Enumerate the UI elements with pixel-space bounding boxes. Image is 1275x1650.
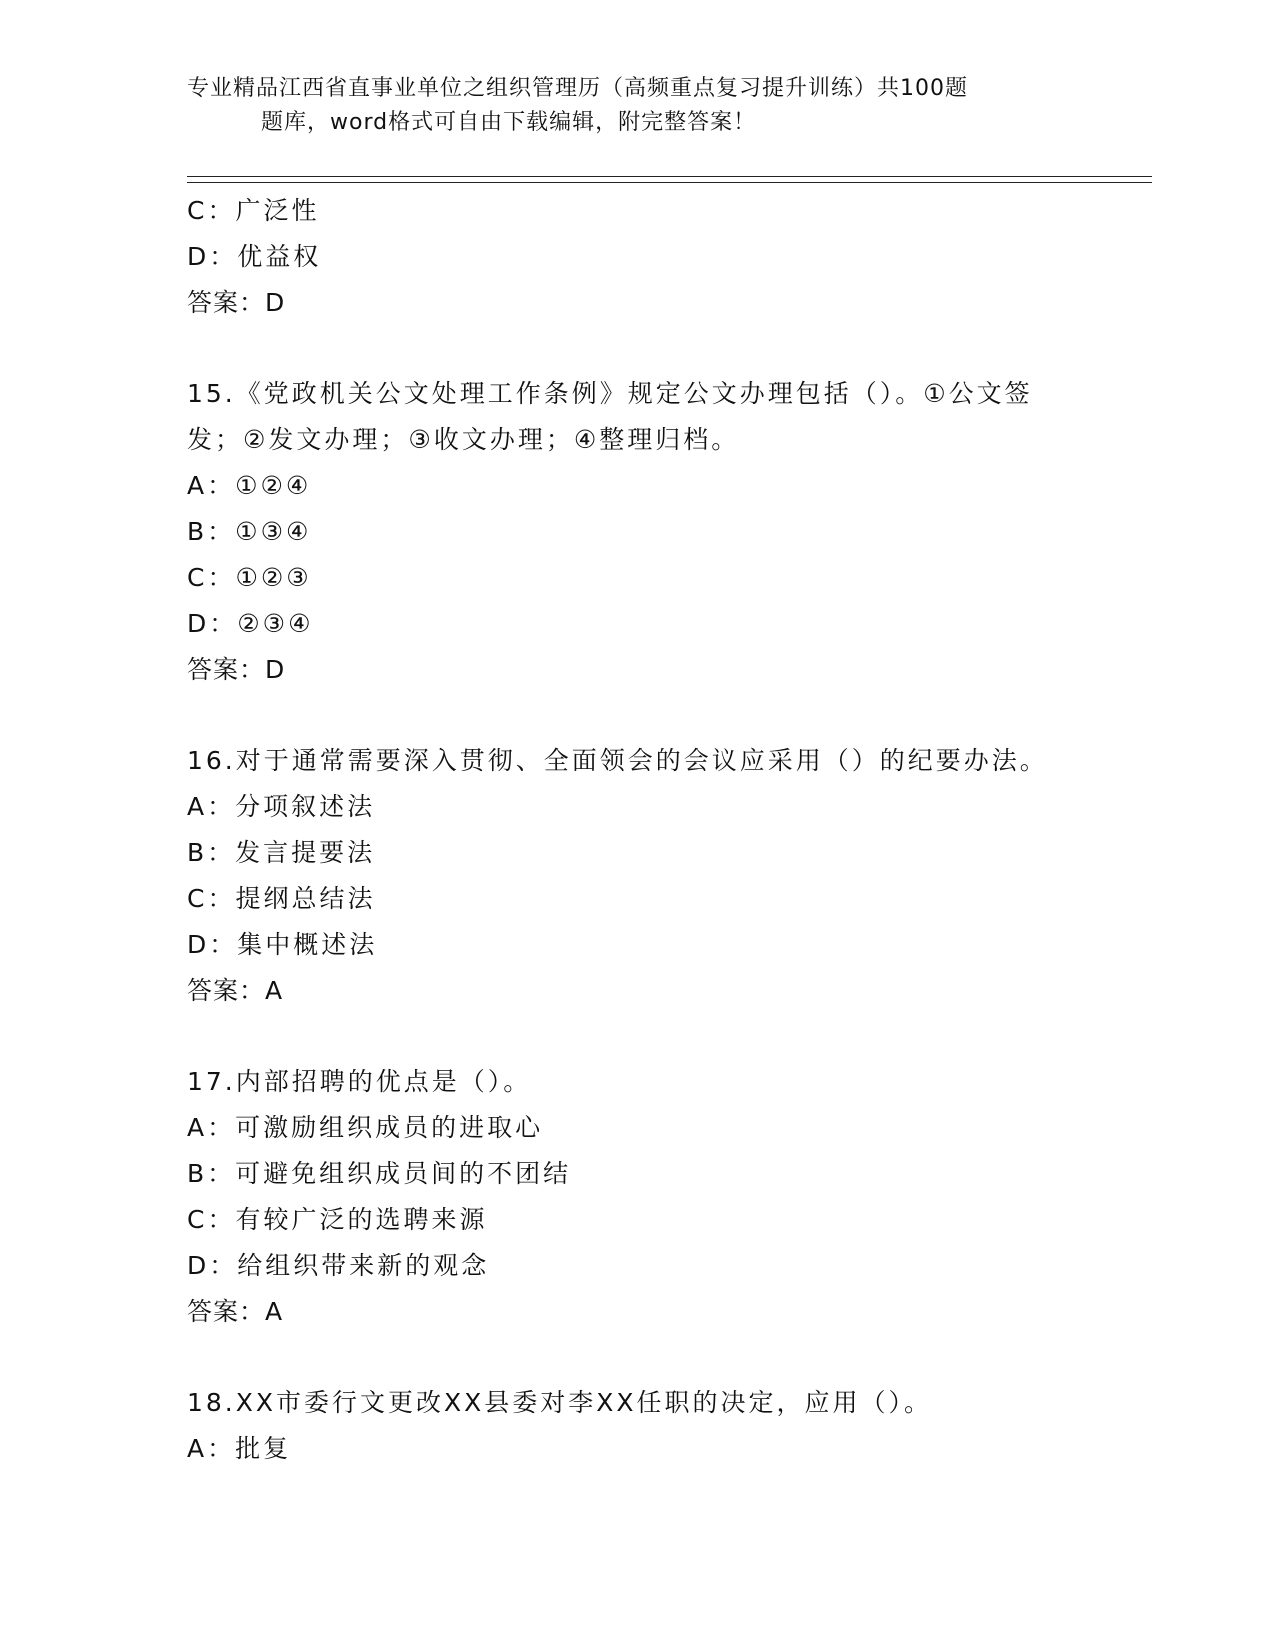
option-line: D：②③④ <box>187 609 314 638</box>
answer-line: 答案：A <box>187 976 284 1005</box>
answer-line: 答案：D <box>187 288 286 317</box>
question-text: 18.XX市委行文更改XX县委对李XX任职的决定，应用（）。 <box>187 1388 933 1417</box>
option-line: D：给组织带来新的观念 <box>187 1251 490 1280</box>
question-block <box>187 371 1152 693</box>
question-text: 17.内部招聘的优点是（）。 <box>187 1067 532 1096</box>
option-line: A：可激励组织成员的进取心 <box>187 1113 544 1142</box>
option-line: D：优益权 <box>187 242 322 271</box>
question-block <box>187 1380 1152 1472</box>
answer-line: 答案：D <box>187 655 286 684</box>
question-block <box>187 1059 1152 1335</box>
question-text: 发；②发文办理；③收文办理；④整理归档。 <box>187 425 740 454</box>
option-line: B：发言提要法 <box>187 838 376 867</box>
option-line: B：①③④ <box>187 517 312 546</box>
option-line: A：①②④ <box>187 471 312 500</box>
option-line: C：①②③ <box>187 563 312 592</box>
option-line: B：可避免组织成员间的不团结 <box>187 1159 572 1188</box>
option-line: A：分项叙述法 <box>187 792 376 821</box>
option-line: C：广泛性 <box>187 196 320 225</box>
header-rule-top <box>187 176 1152 177</box>
header-line-2: 题库，word格式可自由下载编辑，附完整答案！ <box>261 110 757 135</box>
option-line: A：批复 <box>187 1434 292 1463</box>
question-text: 15.《党政机关公文处理工作条例》规定公文办理包括（）。①公文签 <box>187 379 1033 408</box>
question-list <box>187 188 1152 1472</box>
header-line-1: 专业精品江西省直事业单位之组织管理历（高频重点复习提升训练）共100题 <box>187 76 968 101</box>
option-line: D：集中概述法 <box>187 930 378 959</box>
question-block <box>187 188 1152 326</box>
option-line: C：有较广泛的选聘来源 <box>187 1205 488 1234</box>
option-line: C：提纲总结法 <box>187 884 376 913</box>
header-rule-bottom <box>187 182 1152 183</box>
answer-line: 答案：A <box>187 1297 284 1326</box>
document-header <box>187 72 1047 140</box>
question-block <box>187 738 1152 1014</box>
question-text: 16.对于通常需要深入贯彻、全面领会的会议应采用（）的纪要办法。 <box>187 746 1048 775</box>
